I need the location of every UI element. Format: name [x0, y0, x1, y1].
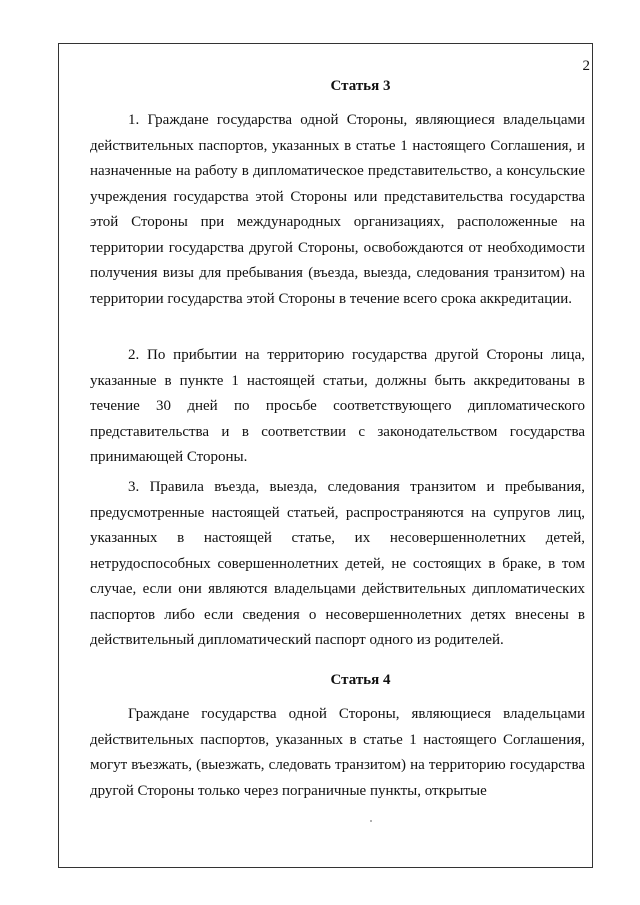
- article-3-paragraph-2: 2. По прибытии на территорию государства другой Стороны лица, указанные в пункте 1 настоящей статьи, должны быть аккредитованы в течение 30 дней по просьбе соответствующего дипломатического представительства и в соответствии с законодательством государства принимающей Стороны.: [90, 347, 585, 465]
- scan-speck: [370, 820, 372, 822]
- article-3-paragraph-1: 1. Граждане государства одной Стороны, являющиеся владельцами действительных паспортов, указанных в статье 1 настоящего Соглашения, и назначенные на работу в дипломатическое представительство, а консульские учреждения государства этой Стороны или представительства государства этой Стороны при международных организациях, расположенные на территории государства другой Стороны, освобождаются от необходимости получения визы для пребывания (въезда, выезда, следования транзитом) на территории государства этой Стороны в течение всего срока аккредитации.: [90, 112, 585, 307]
- article-3-paragraph-3: 3. Правила въезда, выезда, следования транзитом и пребывания, предусмотренные настоящей статьей, распространяются на супругов лиц, указанных в настоящей статье, их несовершеннолетних детей, нетрудоспособных совершеннолетних детей, не состоящих в браке, в том случае, если они являются владельцами действительных дипломатических паспортов либо если сведения о несовершеннолетних детях внесены в действительный дипломатический паспорт одного из родителей.: [90, 479, 585, 648]
- article-4-paragraph-1: Граждане государства одной Стороны, являющиеся владельцами действительных паспортов, указанных в статье 1 настоящего Соглашения, могут въезжать, (выезжать, следовать транзитом) на территорию государства другой Стороны только через пограничные пункты, открытые: [90, 706, 585, 799]
- article-3-heading: Статья 3: [330, 78, 391, 94]
- article-4-heading: Статья 4: [330, 672, 391, 688]
- page-number: 2: [582, 58, 590, 74]
